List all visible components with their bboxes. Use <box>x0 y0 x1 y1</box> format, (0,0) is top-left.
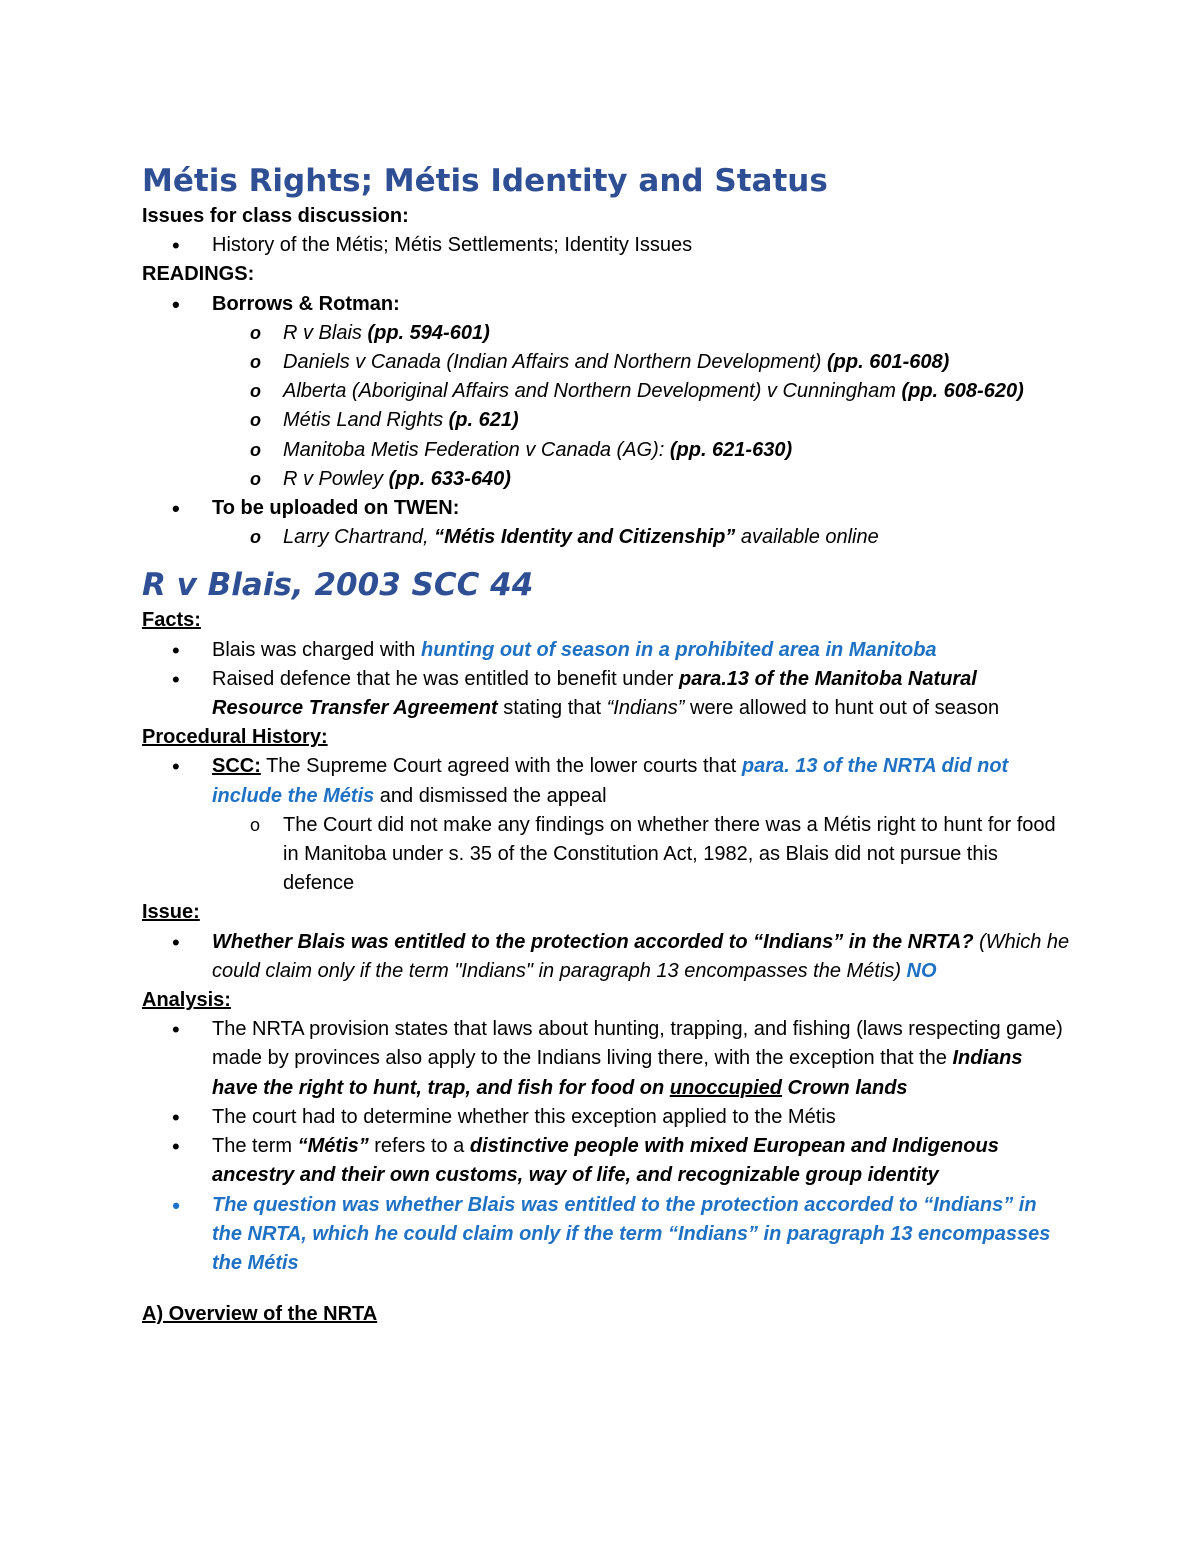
procedural-item: • SCC: The Supreme Court agreed with the lower courts that para. 13 of the NRTA did not include the Métis and dismissed the appeal <box>142 752 1072 810</box>
twen-label: • To be uploaded on TWEN: <box>142 494 1072 523</box>
procedural-subitem: o The Court did not make any findings on whether there was a Métis right to hunt for food in Manitoba under s. 35 of the Constitution Act, 1982, as Blais did not pursue this defence <box>142 811 1072 899</box>
facts-list <box>142 636 1072 724</box>
twen-item: o Larry Chartrand, “Métis Identity and Citizenship” available online <box>142 523 1072 552</box>
borrows-rotman-label: • Borrows & Rotman: <box>142 290 1072 319</box>
document-page <box>142 160 1072 1329</box>
fact-item: • Raised defence that he was entitled to benefit under para.13 of the Manitoba Natural Resource Transfer Agreement stating that “Indians” were allowed to hunt out of season <box>142 665 1072 723</box>
readings-heading: READINGS: <box>142 263 255 286</box>
reading-item: o Alberta (Aboriginal Affairs and Northern Development) v Cunningham (pp. 608-620) <box>142 377 1072 406</box>
procedural-list <box>142 752 1072 898</box>
issues-heading: Issues for class discussion: <box>142 205 409 227</box>
issue-heading: Issue: <box>142 901 200 924</box>
issues-list <box>142 231 1072 260</box>
issue-item: • Whether Blais was entitled to the protection accorded to “Indians” in the NRTA? (Which he could claim only if the term "Indians" in paragraph 13 encompasses the Métis) NO <box>142 928 1072 986</box>
reading-item: o Métis Land Rights (p. 621) <box>142 406 1072 435</box>
analysis-item: • The NRTA provision states that laws about hunting, trapping, and fishing (laws respecting game) made by provinces also apply to the Indians living there, with the exception that the Indians have the right to hunt, trap, and fish for food on unoccupied Crown lands <box>142 1015 1072 1103</box>
reading-item: o R v Powley (pp. 633-640) <box>142 465 1072 494</box>
reading-item: o R v Blais (pp. 594-601) <box>142 319 1072 348</box>
analysis-item: • The term “Métis” refers to a distinctive people with mixed European and Indigenous ancestry and their own customs, way of life, and recognizable group identity <box>142 1132 1072 1190</box>
issue-list <box>142 928 1072 986</box>
section-a-heading: A) Overview of the NRTA <box>142 1303 378 1326</box>
facts-heading: Facts: <box>142 609 201 632</box>
fact-item: • Blais was charged with hunting out of season in a prohibited area in Manitoba <box>142 636 1072 665</box>
analysis-list <box>142 1015 1072 1278</box>
readings-list <box>142 290 1072 553</box>
reading-item: o Daniels v Canada (Indian Affairs and Northern Development) (pp. 601-608) <box>142 348 1072 377</box>
issues-item: • History of the Métis; Métis Settlements; Identity Issues <box>142 231 1072 260</box>
analysis-heading: Analysis: <box>142 989 231 1012</box>
analysis-item: • The question was whether Blais was entitled to the protection accorded to “Indians” in the NRTA, which he could claim only if the term “Indians” in paragraph 13 encompasses the Métis <box>142 1191 1072 1279</box>
case-title: R v Blais, 2003 SCC 44 <box>142 567 534 604</box>
reading-item: o Manitoba Metis Federation v Canada (AG): (pp. 621-630) <box>142 436 1072 465</box>
procedural-history-heading: Procedural History: <box>142 726 328 749</box>
analysis-item: • The court had to determine whether this exception applied to the Métis <box>142 1103 1072 1132</box>
page-title: Métis Rights; Métis Identity and Status <box>142 163 828 199</box>
